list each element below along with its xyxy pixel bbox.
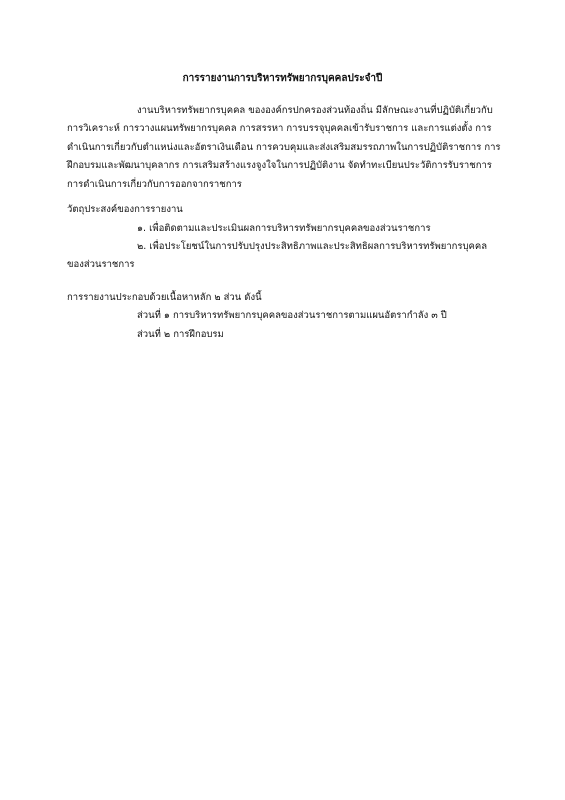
objectives-heading: วัตถุประสงค์ของการรายงาน xyxy=(67,204,183,215)
part-2: ส่วนที่ ๒ การฝึกอบรม xyxy=(137,329,224,340)
intro-line-4: ฝึกอบรมและพัฒนาบุคลากร การเสริมสร้างแรงจูงใจในการปฏิบัติงาน จัดทำทะเบียนประวัติการรับราชการ xyxy=(67,160,492,171)
intro-line-5: การดำเนินการเกี่ยวกับการออกจากราชการ xyxy=(67,179,242,190)
intro-line-1: งานบริหารทรัพยากรบุคคล ขององค์กรปกครองส่วนท้องถิ่น มีลักษณะงานที่ปฏิบัติเกี่ยวกับ xyxy=(137,105,493,116)
part-1: ส่วนที่ ๑ การบริหารทรัพยากรบุคคลของส่วนราชการตามแผนอัตรากำลัง ๓ ปี xyxy=(137,310,447,321)
objective-2-line-1: ๒. เพื่อประโยชน์ในการปรับปรุงประสิทธิภาพและประสิทธิผลการบริหารทรัพยากรบุคคล xyxy=(137,241,488,252)
composition-intro: การรายงานประกอบด้วยเนื้อหาหลัก ๒ ส่วน ดังนี้ xyxy=(67,292,262,303)
intro-line-3: ดำเนินการเกี่ยวกับตำแหน่งและอัตราเงินเดือน การควบคุมและส่งเสริมสมรรถภาพในการปฏิบัติราชการ การ xyxy=(67,142,501,153)
intro-line-2: การวิเคราะห์ การวางแผนทรัพยากรบุคคล การสรรหา การบรรจุบุคคลเข้ารับราชการ และการแต่งตั้ง การ xyxy=(67,123,492,134)
document-title: การรายงานการบริหารทรัพยากรบุคคลประจำปี xyxy=(182,73,383,84)
objective-1: ๑. เพื่อติดตามและประเมินผลการบริหารทรัพยากรบุคคลของส่วนราชการ xyxy=(137,223,431,234)
objective-2-line-2: ของส่วนราชการ xyxy=(67,259,135,270)
